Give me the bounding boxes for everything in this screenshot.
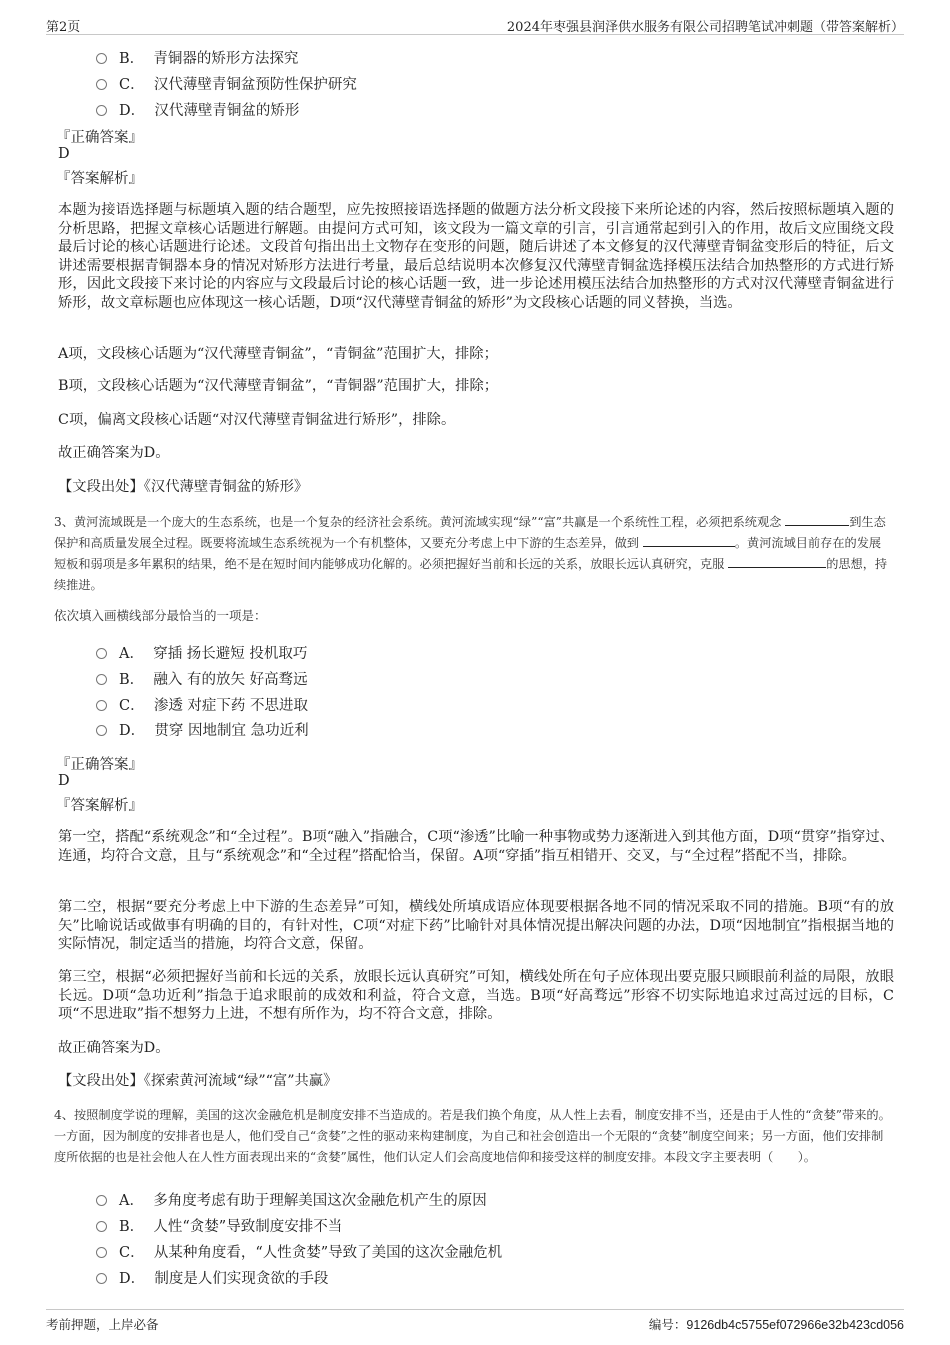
option-d[interactable]: D． 制度是人们实现贪欲的手段 xyxy=(96,1267,328,1288)
analysis-paragraph: A项，文段核心话题为“汉代薄壁青铜盆”，“青铜盆”范围扩大，排除； xyxy=(58,346,498,362)
analysis-label: 『答案解析』 xyxy=(56,798,143,814)
answer-label: 『正确答案』 xyxy=(56,130,143,146)
analysis-paragraph: 第一空，搭配“系统观念”和“全过程”。B项“融入”指融合，C项“渗透”比喻一种事物或势力逐渐进入到其他方面，D项“贯穿”指穿过、连通，均符合文意，且与“系统观念”和“全过程”搭配恰当，保留。A项“穿插”指互相错开、交叉，与“全过程”搭配不当，排除。 xyxy=(58,829,894,864)
radio-icon[interactable] xyxy=(96,700,107,711)
option-b[interactable]: B． 青铜器的矫形方法探究 xyxy=(96,47,298,68)
option-d[interactable]: D． 汉代薄壁青铜盆的矫形 xyxy=(96,99,299,120)
page-number: 第2页 xyxy=(46,20,81,35)
radio-icon[interactable] xyxy=(96,53,107,64)
analysis-paragraph: 本题为接语选择题与标题填入题的结合题型，应先按照接语选择题的做题方法分析文段接下来所论述的内容，然后按照标题填入题的分析思路，把握文章核心话题进行解题。由提问方式可知，该文段为一篇文章的引言，引言通常起到引入的作用，故后文应围绕文段最后讨论的核心话题进行论述。文段首句指出出土文物存在变形的问题，随后讲述了本文修复的汉代薄壁青铜盆变形后的特征，后文讲述需要根据青铜器本身的情况对矫形方法进行考量，最后总结说明本次修复汉代薄壁青铜盆选择模压法结合加热整形的方式进行矫形，因此文段接下来讨论的内容应与文段最后讨论的核心话题一致，进一步论述用模压法结合加热整形的方式对汉代薄壁青铜盆进行矫形，故文章标题也应体现这一核心话题，D项“汉代薄壁青铜盆的矫形”为文段核心话题的同义替换，当选。 xyxy=(58,202,894,311)
option-d[interactable]: D． 贯穿 因地制宜 急功近利 xyxy=(96,719,309,740)
blank-line xyxy=(785,513,849,526)
analysis-paragraph: 第二空，根据“要充分考虑上中下游的生态差异”可知，横线处所填成语应体现要根据各地不同的情况采取不同的措施。B项“有的放矢”比喻说话或做事有明确的目的，有针对性，C项“对症下药”比喻针对具体情况提出解决问题的办法，D项“因地制宜”指根据当地的实际情况，制定适当的措施，均符合文意，保留。 xyxy=(58,899,894,952)
radio-icon[interactable] xyxy=(96,1247,107,1258)
analysis-paragraph: 故正确答案为D。 xyxy=(58,445,170,461)
page-header xyxy=(46,14,904,35)
option-c[interactable]: C． 渗透 对症下药 不思进取 xyxy=(96,694,308,715)
question-stem: 3、黄河流域既是一个庞大的生态系统，也是一个复杂的经济社会系统。黄河流域实现“绿”“富”共赢是一个系统性工程，必须把系统观念 到生态保护和高质量发展全过程。既要将流域生态系统视为一个有机整体，又要充分考虑上中下游的生态差异，做到 。黄河流域目前存在的发展短板和弱项是多年累积的结果，绝不是在短时间内能够成功化解的。必须把握好当前和长远的关系，放眼长远认真研究，克服 的思想，持续推进。 xyxy=(54,515,888,592)
source-note: 【文段出处】《汉代薄壁青铜盆的矫形》 xyxy=(58,479,309,495)
footer-slogan: 考前押题，上岸必备 xyxy=(46,1317,159,1332)
question-stem: 4、按照制度学说的理解，美国的这次金融危机是制度安排不当造成的。若是我们换个角度，从人性上去看，制度安排不当，还是由于人性的“贪婪”带来的。一方面，因为制度的安排者也是人，他们受自己“贪婪”之性的驱动来构建制度，为自己和社会创造出一个无限的“贪婪”制度空间来；另一方面，他们安排制度所依据的也是社会他人在人性方面表现出来的“贪婪”属性，他们认定人们会高度地信仰和接受这样的制度安排。本段文字主要表明（ ）。 xyxy=(54,1108,891,1164)
analysis-paragraph: 第三空，根据“必须把握好当前和长远的关系，放眼长远认真研究”可知，横线处所在句子应体现出要克服只顾眼前利益的局限，放眼长远。D项“急功近利”指急于追求眼前的成效和利益，符合文意，当选。B项“好高骛远”形容不切实际地追求过高过远的目标，C项“不思进取”指不想努力上进，不想有所作为，均不符合文意，排除。 xyxy=(58,969,894,1022)
source-note: 【文段出处】《探索黄河流域“绿”“富”共赢》 xyxy=(58,1073,338,1089)
analysis-paragraph: C项，偏离文段核心话题“对汉代薄壁青铜盆进行矫形”，排除。 xyxy=(58,412,456,428)
question-prompt: 依次填入画横线部分最恰当的一项是： xyxy=(54,608,267,623)
option-b[interactable]: B． 人性“贪婪”导致制度安排不当 xyxy=(96,1215,342,1236)
option-a[interactable]: A． 多角度考虑有助于理解美国这次金融危机产生的原因 xyxy=(96,1189,487,1210)
radio-icon[interactable] xyxy=(96,1273,107,1284)
radio-icon[interactable] xyxy=(96,648,107,659)
answer-label: 『正确答案』 xyxy=(56,757,143,773)
page-footer xyxy=(46,1309,904,1338)
answer-value: D xyxy=(58,773,70,789)
blank-line xyxy=(728,555,826,568)
option-b[interactable]: B． 融入 有的放矢 好高骛远 xyxy=(96,668,308,689)
radio-icon[interactable] xyxy=(96,1195,107,1206)
analysis-paragraph: 故正确答案为D。 xyxy=(58,1040,170,1056)
option-a[interactable]: A． 穿插 扬长避短 投机取巧 xyxy=(96,642,307,663)
answer-value: D xyxy=(58,146,70,162)
radio-icon[interactable] xyxy=(96,674,107,685)
document-code: 编号：9126db4c5755ef072966e32b423cd056 xyxy=(648,1317,904,1332)
radio-icon[interactable] xyxy=(96,79,107,90)
analysis-paragraph: B项，文段核心话题为“汉代薄壁青铜盆”，“青铜器”范围扩大，排除； xyxy=(58,378,499,394)
radio-icon[interactable] xyxy=(96,725,107,736)
option-c[interactable]: C． 从某种角度看，“人性贪婪”导致了美国的这次金融危机 xyxy=(96,1241,502,1262)
blank-line xyxy=(643,534,735,547)
option-c[interactable]: C． 汉代薄壁青铜盆预防性保护研究 xyxy=(96,73,357,94)
radio-icon[interactable] xyxy=(96,1221,107,1232)
document-title: 2024年枣强县润泽供水服务有限公司招聘笔试冲刺题（带答案解析） xyxy=(506,20,904,35)
analysis-label: 『答案解析』 xyxy=(56,171,143,187)
radio-icon[interactable] xyxy=(96,105,107,116)
